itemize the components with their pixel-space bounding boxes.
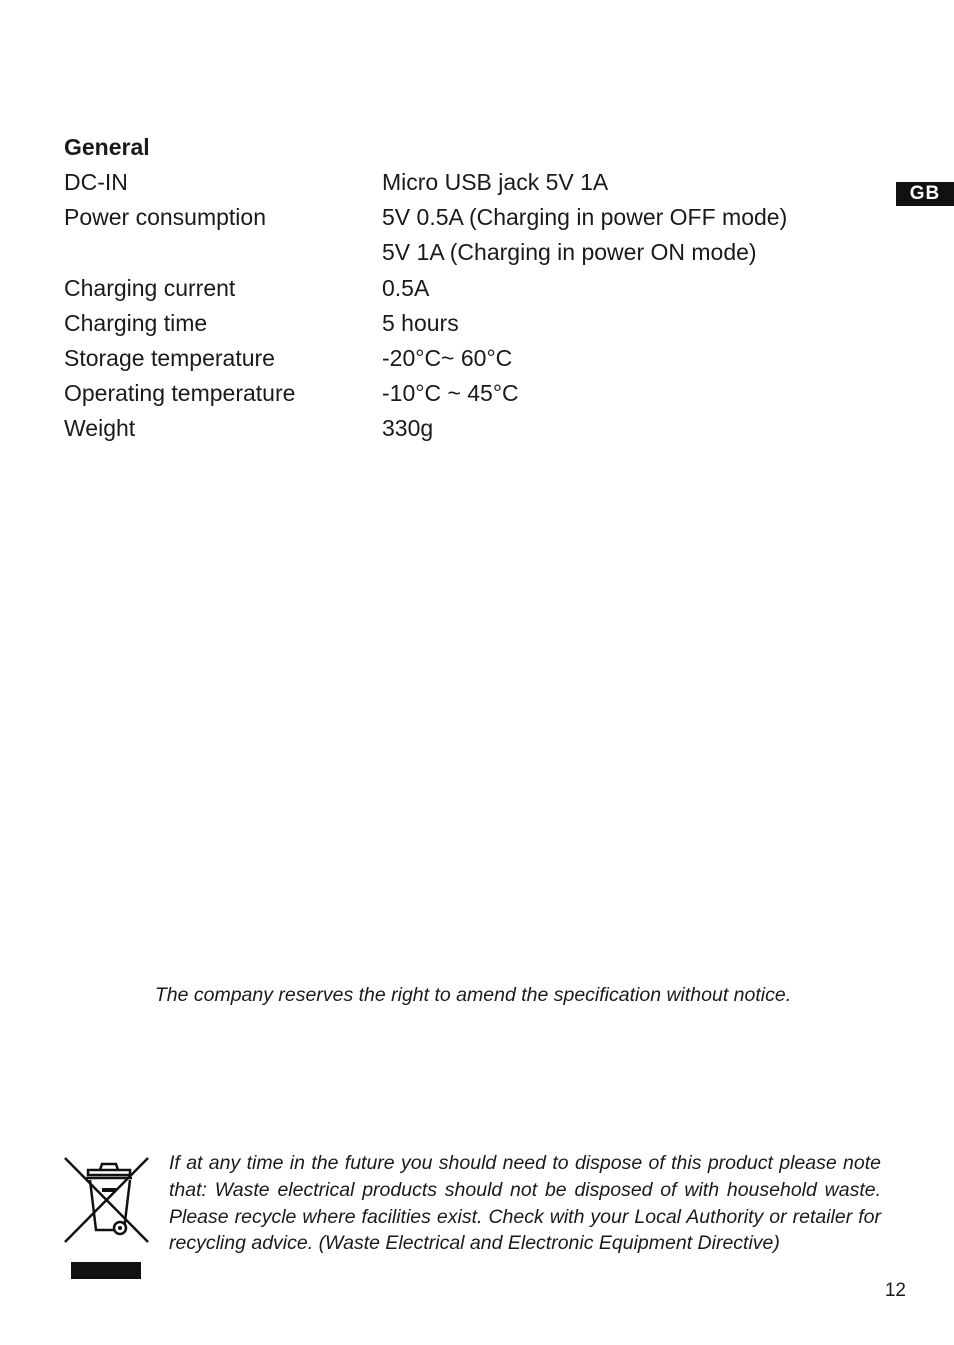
- specification-section: [64, 131, 864, 447]
- spec-value: [382, 376, 864, 411]
- spec-row: [64, 306, 864, 341]
- spec-label: Operating temperature: [64, 380, 296, 407]
- spec-row: [64, 165, 864, 200]
- weee-text: If at any time in the future you should need to dispose of this product please note that: Waste electrical products should not be disposed of with household waste. Please recycle where facilities exist. Check with your Local Authority or retailer for recycling advice. (Waste Electrical and Electronic Equipment Directive): [169, 1152, 881, 1255]
- spec-row: [64, 200, 864, 270]
- weee-disposal-notice: [62, 1150, 884, 1285]
- notice-text: The company reserves the right to amend the specification without notice.: [154, 984, 792, 1006]
- spec-value: [382, 411, 864, 446]
- spec-label: Charging time: [64, 309, 208, 336]
- spec-value-line: 5 hours: [382, 309, 459, 336]
- spec-label: Charging current: [64, 274, 236, 301]
- spec-row: [64, 411, 864, 446]
- spec-value: [382, 200, 864, 270]
- spec-label: Storage temperature: [64, 345, 275, 372]
- specification-notice: [0, 981, 954, 1009]
- spec-value-line: -10°C ~ 45°C: [382, 380, 519, 407]
- spec-value-line: 330g: [382, 415, 434, 442]
- spec-value-line: 0.5A: [382, 274, 430, 301]
- spec-value: [382, 341, 864, 376]
- page-number: 12: [884, 1280, 906, 1301]
- spec-heading: General: [64, 134, 150, 160]
- spec-value-line: -20°C~ 60°C: [382, 345, 513, 372]
- spec-row: [64, 271, 864, 306]
- spec-value-line: Micro USB jack 5V 1A: [382, 169, 609, 195]
- spec-value: [382, 271, 864, 306]
- spec-value: [382, 306, 864, 341]
- spec-row: [64, 376, 864, 411]
- spec-value: [382, 165, 864, 200]
- spec-row: [64, 341, 864, 376]
- spec-label: DC-IN: [64, 169, 128, 195]
- spec-label: Weight: [64, 415, 136, 442]
- spec-value-line: 5V 0.5A (Charging in power OFF mode): [382, 204, 788, 231]
- spec-label: Power consumption: [64, 204, 266, 231]
- spec-value-line: 5V 1A (Charging in power ON mode): [382, 239, 757, 266]
- language-tab: GB: [896, 182, 954, 206]
- crossed-out-wheelie-bin-icon: [62, 1152, 152, 1282]
